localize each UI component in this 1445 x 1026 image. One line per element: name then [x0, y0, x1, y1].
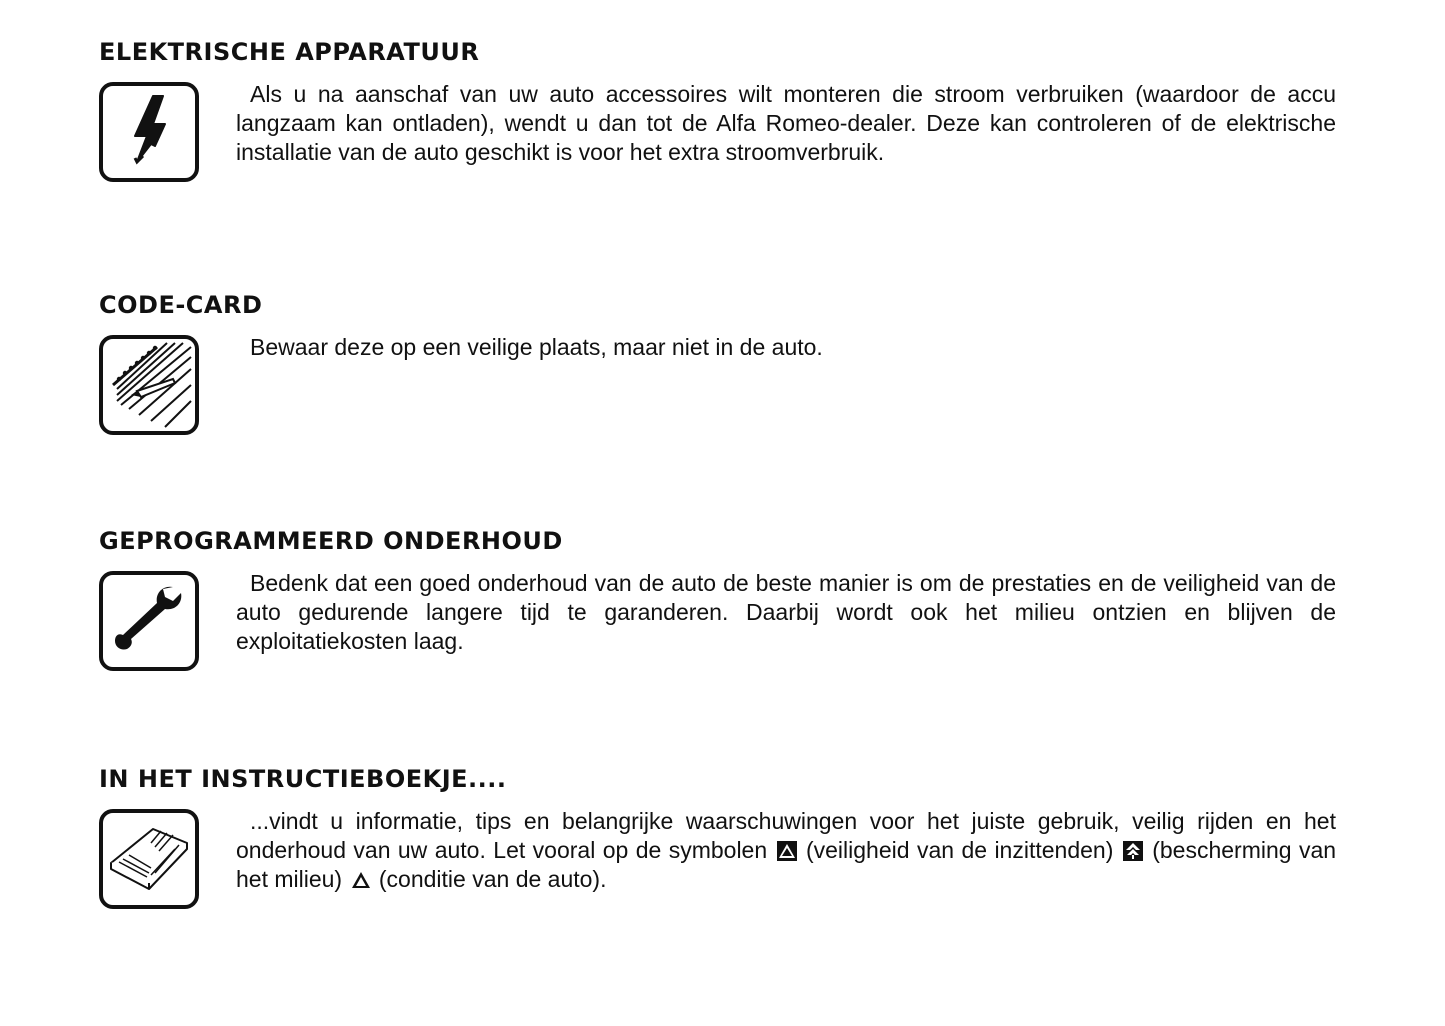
section-geprogrammeerd-onderhoud: [99, 527, 1339, 687]
text-part: (conditie van de auto).: [378, 866, 607, 892]
section-text: [236, 807, 1336, 894]
wrench-icon: [99, 571, 199, 671]
lightning-bolt-icon: [99, 82, 199, 182]
section-heading: ELEKTRISCHE APPARATUUR: [99, 38, 480, 66]
section-text: Als u na aanschaf van uw auto accessoires wilt monteren die stroom verbruiken (waardoor de accu langzaam kan ontladen), wendt u dan tot de Alfa Romeo-dealer. Deze kan controleren of de elektrische installatie van de auto geschikt is voor het extra stroomverbruik.: [236, 81, 1336, 165]
environment-symbol-icon: [1123, 841, 1143, 861]
section-heading: IN HET INSTRUCTIEBOEKJE....: [99, 765, 507, 793]
warning-triangle-outline-icon: [351, 870, 371, 890]
text-part: (bescherming van het milieu): [236, 837, 1337, 892]
section-instructieboekje: [99, 765, 1339, 935]
text-part: (veiligheid van de inzittenden): [805, 837, 1114, 863]
text-part: ...vindt u informatie, tips en belangrijke waarschuwingen voor het juiste gebruik, veilig rijden en het onderhoud van uw auto. Let vooral op de symbolen: [236, 808, 1336, 863]
warning-triangle-filled-icon: [777, 841, 797, 861]
section-heading: GEPROGRAMMEERD ONDERHOUD: [99, 527, 563, 555]
notepad-pencil-icon: [99, 335, 199, 435]
section-text: Bedenk dat een goed onderhoud van de auto de beste manier is om de prestaties en de veiligheid van de auto gedurende langere tijd te garanderen. Daarbij wordt ook het milieu ontzien en blijven de exploitatiekosten laag.: [236, 570, 1336, 654]
section-code-card: [99, 291, 1339, 451]
section-heading: CODE-CARD: [99, 291, 263, 319]
section-text: Bewaar deze op een veilige plaats, maar niet in de auto.: [250, 334, 823, 360]
section-elektrische-apparatuur: [99, 38, 1339, 198]
open-book-icon: [99, 809, 199, 909]
